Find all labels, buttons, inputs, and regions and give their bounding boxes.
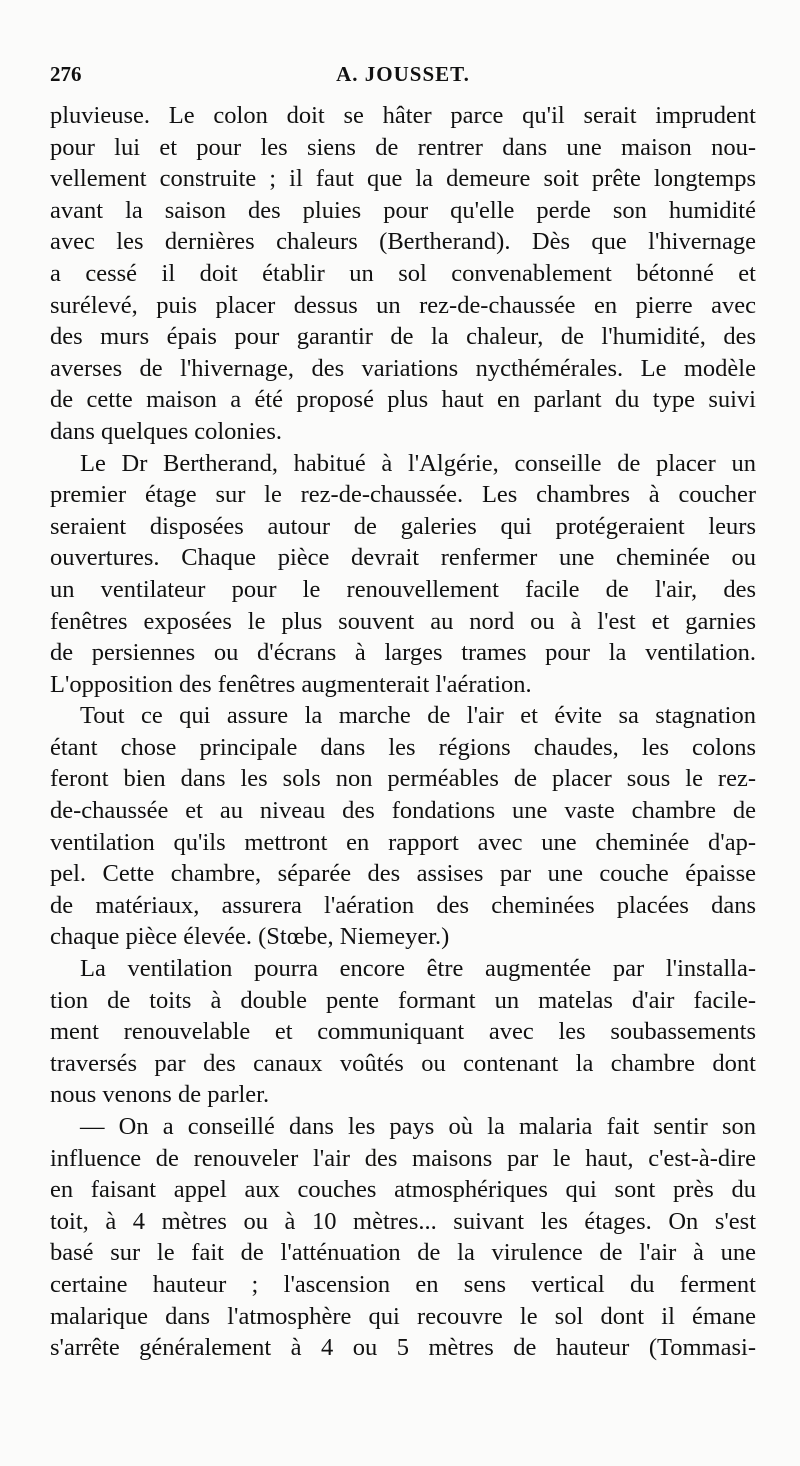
text-line: — On a conseillé dans les pays où la malaria fait sentir son: [80, 1113, 756, 1140]
text-line: s'arrête généralement à 4 ou 5 mètres de hauteur (Tommasi-: [50, 1334, 756, 1362]
text-line: fenêtres exposées le plus souvent au nord ou à l'est et garnies: [50, 607, 756, 635]
text-line: dans quelques colonies.: [50, 417, 283, 445]
text-line: des murs épais pour garantir de la chaleur, de l'humidité, des: [50, 323, 756, 351]
text-line: un ventilateur pour le renouvellement facile de l'air, des: [50, 575, 756, 603]
page-number: 276: [50, 62, 82, 86]
text-line: ouvertures. Chaque pièce devrait renfermer une cheminée ou: [50, 544, 756, 572]
text-line: de matériaux, assurera l'aération des cheminées placées dans: [50, 891, 756, 919]
text-line: La ventilation pourra encore être augmentée par l'installa-: [80, 955, 756, 983]
text-line: avant la saison des pluies pour qu'elle perde son humidité: [50, 196, 756, 224]
page-header: [50, 62, 756, 96]
text-line: certaine hauteur ; l'ascension en sens vertical du ferment: [50, 1270, 756, 1298]
text-line: avec les dernières chaleurs (Bertherand). Dès que l'hivernage: [50, 228, 756, 256]
text-line: feront bien dans les sols non perméables de placer sous le rez-: [50, 765, 756, 793]
text-line: surélevé, puis placer dessus un rez-de-chaussée en pierre avec: [50, 291, 756, 319]
text-line: malarique dans l'atmosphère qui recouvre le sol dont il émane: [50, 1302, 756, 1330]
text-line: tion de toits à double pente formant un matelas d'air facile-: [50, 986, 756, 1014]
text-line: pluvieuse. Le colon doit se hâter parce qu'il serait imprudent: [50, 102, 756, 129]
text-line: ventilation qu'ils mettront en rapport avec une cheminée d'ap-: [50, 828, 756, 856]
text-line: nous venons de parler.: [50, 1081, 270, 1109]
text-line: influence de renouveler l'air des maisons par le haut, c'est-à-dire: [50, 1144, 756, 1172]
text-line: toit, à 4 mètres ou à 10 mètres... suivant les étages. On s'est: [50, 1207, 756, 1235]
text-line: de persiennes ou d'écrans à larges trames pour la ventilation.: [50, 639, 756, 667]
text-line: averses de l'hivernage, des variations nycthémérales. Le modèle: [50, 354, 756, 382]
text-line: Le Dr Bertherand, habitué à l'Algérie, conseille de placer un: [80, 449, 756, 477]
running-head: A. JOUSSET.: [336, 62, 470, 86]
text-line: vellement construite ; il faut que la demeure soit prête longtemps: [50, 165, 756, 193]
body-text: [50, 100, 756, 1364]
text-line: pel. Cette chambre, séparée des assises par une couche épaisse: [50, 860, 756, 888]
text-line: en faisant appel aux couches atmosphériques qui sont près du: [50, 1176, 756, 1204]
text-line: de-chaussée et au niveau des fondations une vaste chambre de: [50, 797, 756, 825]
text-line: de cette maison a été proposé plus haut en parlant du type suivi: [50, 386, 756, 414]
text-line: pour lui et pour les siens de rentrer dans une maison nou-: [50, 133, 756, 161]
text-line: traversés par des canaux voûtés ou contenant la chambre dont: [50, 1049, 756, 1077]
text-line: étant chose principale dans les régions chaudes, les colons: [50, 733, 756, 761]
text-line: seraient disposées autour de galeries qui protégeraient leurs: [50, 512, 756, 540]
text-line: Tout ce qui assure la marche de l'air et évite sa stagnation: [80, 702, 756, 730]
text-line: L'opposition des fenêtres augmenterait l'aération.: [50, 670, 532, 698]
text-line: premier étage sur le rez-de-chaussée. Les chambres à coucher: [50, 481, 756, 509]
text-line: a cessé il doit établir un sol convenablement bétonné et: [50, 259, 756, 287]
text-line: basé sur le fait de l'atténuation de la virulence de l'air à une: [50, 1239, 756, 1267]
text-line: ment renouvelable et communiquant avec les soubassements: [50, 1018, 756, 1046]
text-line: chaque pièce élevée. (Stœbe, Niemeyer.): [50, 923, 450, 951]
